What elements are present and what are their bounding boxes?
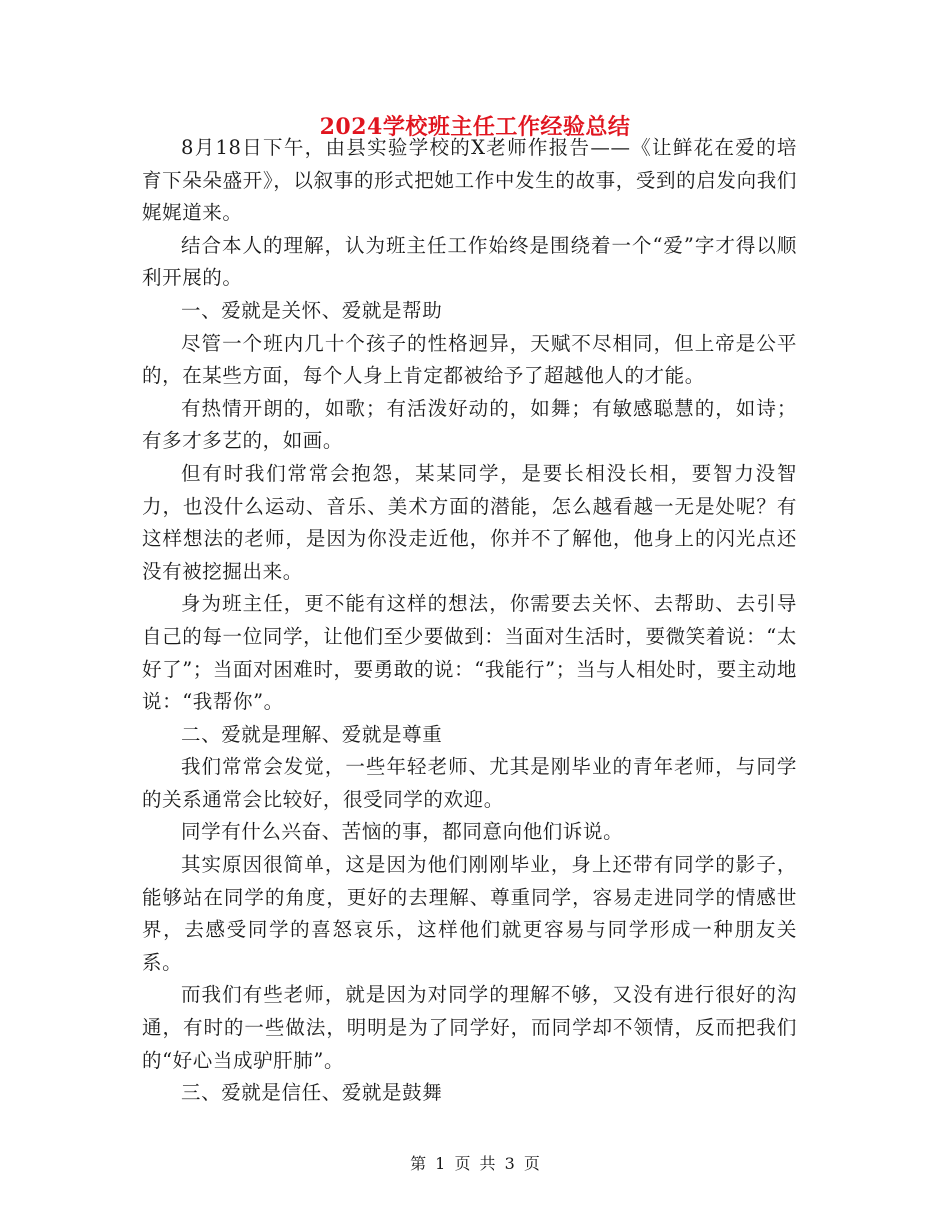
section-heading-trust: 三、爱就是信任、爱就是鼓舞 <box>181 1081 443 1105</box>
section-heading-understanding: 二、爱就是理解、爱就是尊重 <box>181 722 443 746</box>
paragraph: 其实原因很简单，这是因为他们刚刚毕业，身上还带有同学的影子，能够站在同学的角度，更好的去理解、尊重同学，容易走进同学的情感世界，去感受同学的喜怒哀乐，这样他们就更容易与同学形成一种朋友关系。 <box>142 853 797 974</box>
paragraph: 而我们有些老师，就是因为对同学的理解不够，又没有进行很好的沟通，有时的一些做法，明明是为了同学好，而同学却不领情，反而把我们的“好心当成驴肝肺”。 <box>142 983 797 1072</box>
document-title: 2024学校班主任工作经验总结 <box>319 114 631 140</box>
section-heading-care: 一、爱就是关怀、爱就是帮助 <box>181 298 443 322</box>
paragraph: 有热情开朗的，如歌；有活泼好动的，如舞；有敏感聪慧的，如诗；有多才多艺的，如画。 <box>142 396 797 453</box>
document-body <box>142 132 797 1110</box>
paragraph: 身为班主任，更不能有这样的想法，你需要去关怀、去帮助、去引导自己的每一位同学，让他们至少要做到：当面对生活时，要微笑着说：“太好了”；当面对困难时，要勇敢的说：“我能行”；当与人相处时，要主动地说：“我帮你”。 <box>142 592 797 714</box>
paragraph-love-theme: 结合本人的理解，认为班主任工作始终是围绕着一个“爱”字才得以顺利开展的。 <box>142 233 797 290</box>
paragraph-intro: 8月18日下午，由县实验学校的X老师作报告——《让鲜花在爱的培育下朵朵盛开》，以叙事的形式把她工作中发生的故事，受到的启发向我们娓娓道来。 <box>142 136 797 225</box>
paragraph: 但有时我们常常会抱怨，某某同学，是要长相没长相，要智力没智力，也没什么运动、音乐、美术方面的潜能，怎么越看越一无是处呢？有这样想法的老师，是因为你没走近他，你并不了解他，他身上的闪光点还没有被挖掘出来。 <box>142 461 797 583</box>
paragraph: 尽管一个班内几十个孩子的性格迥异，天赋不尽相同，但上帝是公平的，在某些方面，每个人身上肯定都被给予了超越他人的才能。 <box>142 331 797 388</box>
paragraph: 我们常常会发觉，一些年轻老师、尤其是刚毕业的青年老师，与同学的关系通常会比较好，很受同学的欢迎。 <box>142 755 797 811</box>
paragraph: 同学有什么兴奋、苦恼的事，都同意向他们诉说。 <box>181 820 624 844</box>
page-number-footer: 第 1 页 共 3 页 <box>410 1154 540 1173</box>
